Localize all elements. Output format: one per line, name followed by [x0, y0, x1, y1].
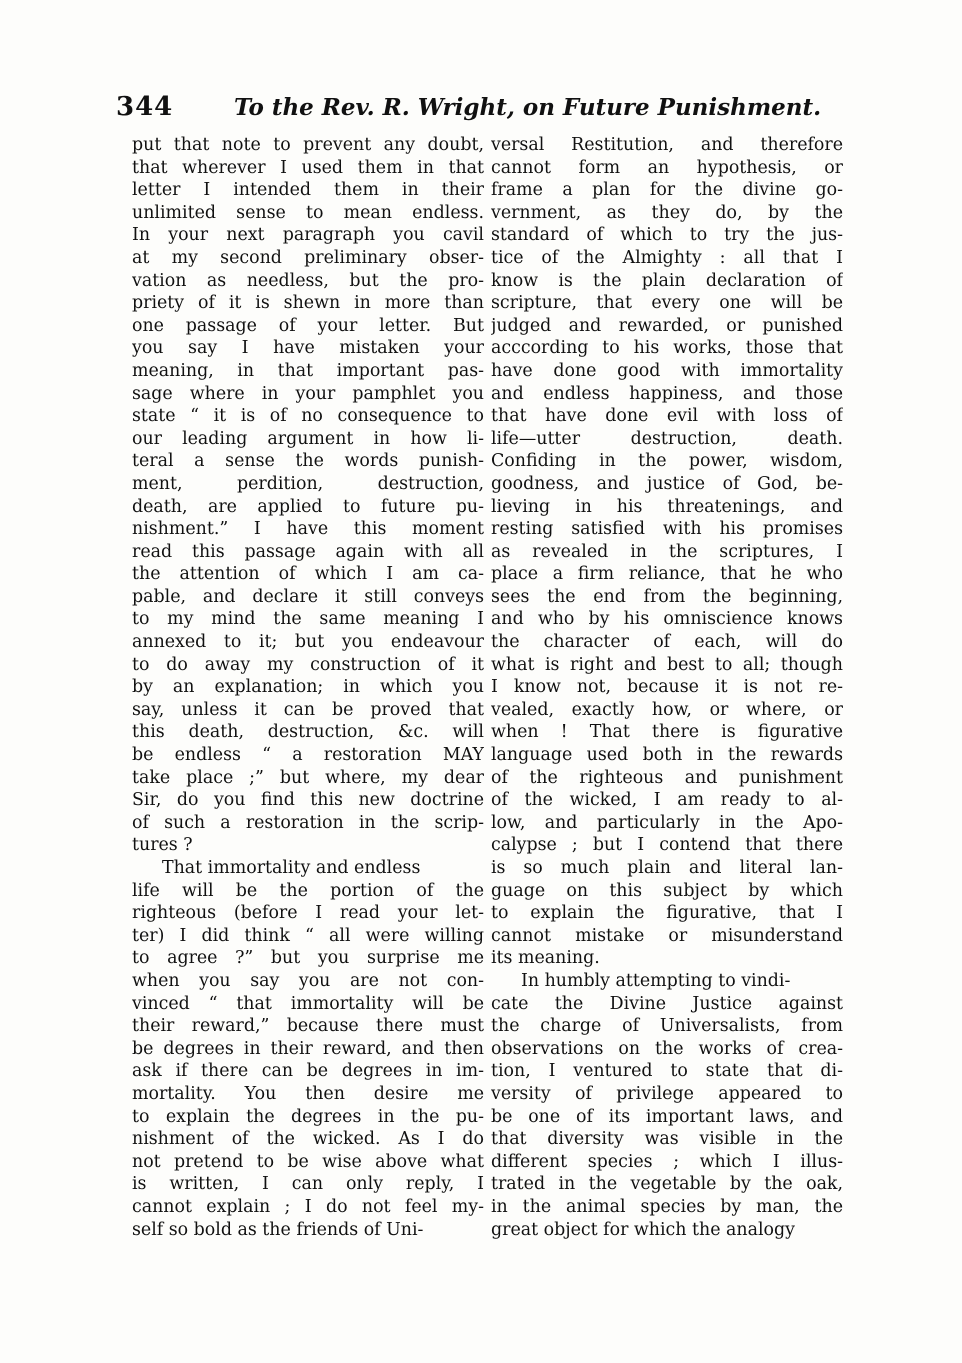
page-number: 344 — [116, 92, 174, 122]
text-line: say, unless it can be proved that — [132, 699, 484, 720]
text-line: when you say you are not con- — [132, 970, 484, 991]
text-line: death, are applied to future pu- — [132, 496, 484, 517]
text-line: mortality. You then desire me — [132, 1083, 484, 1104]
text-line: life—utter destruction, death. — [491, 428, 843, 449]
text-line: in the animal species by man, the — [491, 1196, 843, 1217]
text-line: annexed to it; but you endeavour — [132, 632, 484, 653]
text-line: judged and rewarded, or punished — [491, 315, 843, 336]
text-line: to explain the figurative, that I — [491, 903, 843, 924]
text-line: guage on this subject by which — [491, 880, 843, 901]
text-line: ask if there can be degrees in im- — [132, 1061, 484, 1082]
text-line: tice of the Almighty : all that I — [491, 247, 843, 268]
text-line: low, and particularly in the Apo- — [491, 812, 843, 833]
text-line: righteous (before I read your let- — [132, 903, 484, 924]
text-line: cannot form an hypothesis, or — [491, 157, 843, 178]
text-line: resting satisfied with his promises — [491, 519, 843, 540]
text-line: cannot explain ; I do not feel my- — [132, 1196, 484, 1217]
text-line: goodness, and justice of God, be- — [491, 473, 843, 494]
text-line: teral a sense the words punish- — [132, 451, 484, 472]
text-line: is so much plain and literal lan- — [491, 858, 843, 878]
text-line: is written, I can only reply, I — [132, 1174, 484, 1195]
text-line: our leading argument in how li- — [132, 428, 484, 449]
text-line: put that note to prevent any doubt, — [132, 135, 484, 155]
text-line: tures ? — [132, 835, 193, 856]
text-line: scripture, that every one will be — [491, 293, 843, 314]
text-line: one passage of your letter. But — [132, 315, 484, 336]
text-line: In humbly attempting to vindi- — [521, 970, 791, 991]
text-line: the attention of which I am ca- — [132, 564, 484, 585]
text-line: meaning, in that important pas- — [132, 360, 484, 381]
text-line: letter I intended them in their — [132, 180, 484, 201]
text-line: I know not, because it is not re- — [491, 677, 843, 698]
text-line: that diversity was visible in the — [491, 1129, 843, 1150]
text-line: versal Restitution, and therefore — [491, 135, 843, 155]
text-line: have done good with immortality — [491, 360, 843, 381]
text-line: this death, destruction, &c. will — [132, 722, 484, 743]
text-line: as revealed in the scriptures, I — [491, 541, 843, 562]
text-line: by an explanation; in which you — [132, 677, 484, 698]
text-line: state “ it is of no consequence to — [132, 406, 484, 427]
text-line: acccording to his works, those that — [491, 338, 843, 359]
text-line: and endless happiness, and those — [491, 383, 843, 404]
text-line: not pretend to be wise above what — [132, 1151, 484, 1172]
text-line: its meaning. — [491, 948, 600, 969]
text-line: different species ; which I illus- — [491, 1151, 843, 1172]
text-line: pable, and declare it still conveys — [132, 586, 484, 607]
text-line: that have done evil with loss of — [491, 406, 843, 427]
text-line: cannot mistake or misunderstand — [491, 925, 843, 946]
text-line: trated in the vegetable by the oak, — [491, 1174, 843, 1195]
left-column — [132, 134, 484, 1241]
text-line: versity of privilege appeared to — [491, 1083, 843, 1104]
text-line: self so bold as the friends of Uni- — [132, 1219, 424, 1240]
text-line: to do away my construction of it — [132, 654, 484, 675]
text-line: ment, perdition, destruction, — [132, 473, 484, 494]
right-column — [491, 134, 843, 1241]
text-line: unlimited sense to mean endless. — [132, 202, 484, 223]
text-line: cate the Divine Justice against — [491, 993, 843, 1014]
text-line: language used both in the rewards — [491, 745, 843, 766]
text-line: That immortality and endless — [162, 858, 421, 878]
text-line: Confiding in the power, wisdom, — [491, 451, 843, 472]
text-line: to agree ?” but you surprise me — [132, 948, 484, 969]
page-header — [116, 92, 836, 126]
text-line: and who by his omniscience knows — [491, 609, 843, 630]
text-line: vation as needless, but the pro- — [132, 270, 484, 291]
text-line: vernment, as they do, by the — [491, 202, 843, 223]
text-line: at my second preliminary obser- — [132, 247, 484, 268]
text-line: In your next paragraph you cavil — [132, 225, 484, 246]
text-line: what is right and best to all; though — [491, 654, 843, 675]
text-line: vealed, exactly how, or where, or — [491, 699, 843, 720]
text-line: read this passage again with all — [132, 541, 484, 562]
text-line: sage where in your pamphlet you — [132, 383, 484, 404]
text-line: observations on the works of crea- — [491, 1038, 843, 1059]
text-line: sees the end from the beginning, — [491, 586, 843, 607]
text-line: frame a plan for the divine go- — [491, 180, 843, 201]
text-line: be endless “ a restoration MAY — [132, 745, 484, 766]
text-line: calypse ; but I contend that there — [491, 835, 843, 856]
text-line: priety of it is shewn in more than — [132, 293, 484, 314]
text-line: nishment of the wicked. As I do — [132, 1129, 484, 1150]
text-line: life will be the portion of the — [132, 880, 484, 901]
text-line: be one of its important laws, and — [491, 1106, 843, 1127]
text-line: standard of which to try the jus- — [491, 225, 843, 246]
text-line: tion, I ventured to state that di- — [491, 1061, 843, 1082]
text-line: great object for which the analogy — [491, 1219, 795, 1240]
text-line: ter) I did think “ all were willing — [132, 925, 484, 946]
text-line: vinced “ that immortality will be — [132, 993, 484, 1014]
text-line: you say I have mistaken your — [132, 338, 484, 359]
text-line: their reward,” because there must — [132, 1016, 484, 1037]
text-line: that wherever I used them in that — [132, 157, 484, 178]
text-line: the charge of Universalists, from — [491, 1016, 843, 1037]
text-line: the character of each, will do — [491, 632, 843, 653]
text-line: to my mind the same meaning I — [132, 609, 484, 630]
text-line: place a firm reliance, that he who — [491, 564, 843, 585]
text-line: of the righteous and punishment — [491, 767, 843, 788]
text-line: Sir, do you find this new doctrine — [132, 790, 484, 811]
text-line: take place ;” but where, my dear — [132, 767, 484, 788]
text-line: be degrees in their reward, and then — [132, 1038, 484, 1059]
text-line: to explain the degrees in the pu- — [132, 1106, 484, 1127]
text-line: lieving in his threatenings, and — [491, 496, 843, 517]
text-line: when ! That there is figurative — [491, 722, 843, 743]
running-title: To the Rev. R. Wright, on Future Punishment. — [234, 94, 822, 121]
text-line: of such a restoration in the scrip- — [132, 812, 484, 833]
text-line: of the wicked, I am ready to al- — [491, 790, 843, 811]
text-line: nishment.” I have this moment — [132, 519, 484, 540]
text-line: know is the plain declaration of — [491, 270, 843, 291]
